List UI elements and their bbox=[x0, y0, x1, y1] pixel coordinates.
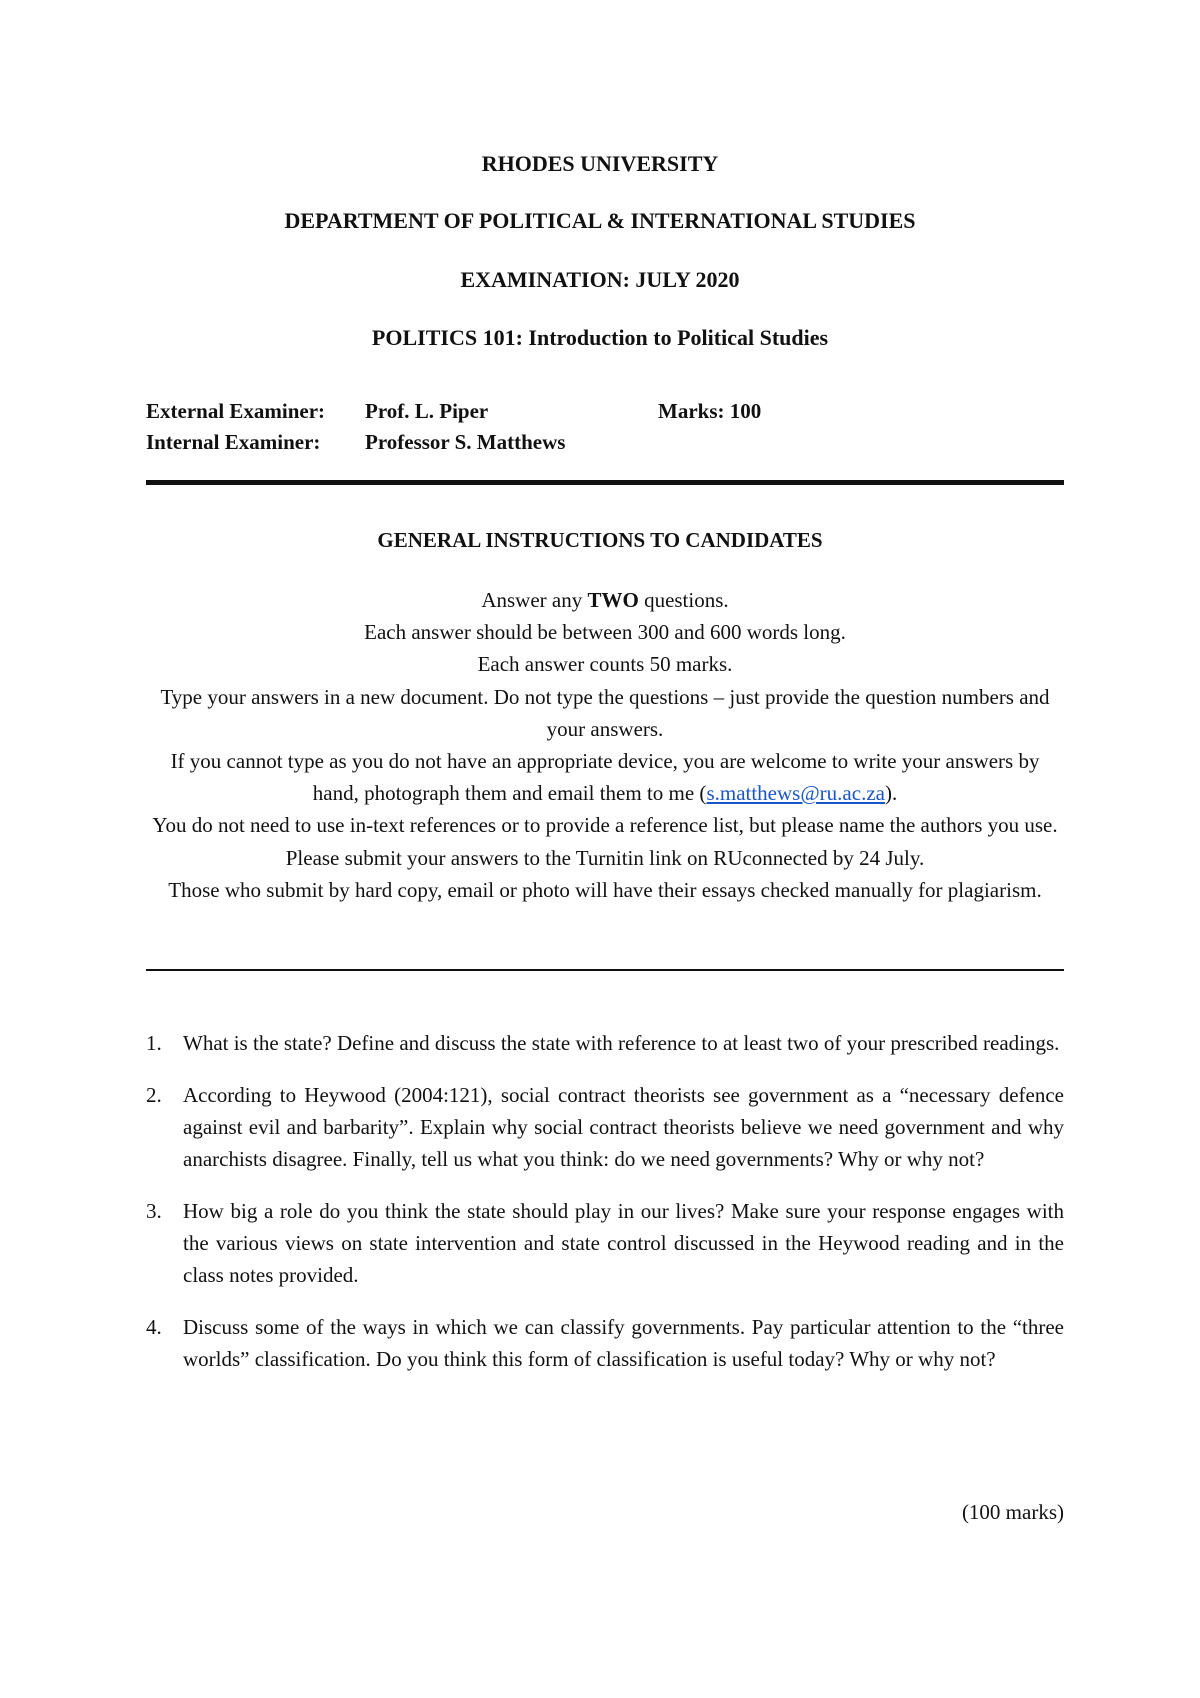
question-item bbox=[146, 1079, 1064, 1175]
exam-info bbox=[146, 396, 1066, 458]
instruction-line bbox=[146, 584, 1064, 616]
instruction-line: Each answer should be between 300 and 600 words long. bbox=[364, 620, 846, 645]
instructions-title: GENERAL INSTRUCTIONS TO CANDIDATES bbox=[377, 528, 823, 552]
external-examiner-name: Prof. L. Piper bbox=[365, 399, 489, 423]
question-number: 4. bbox=[146, 1315, 162, 1339]
instructions-divider bbox=[146, 969, 1064, 971]
department-title: DEPARTMENT OF POLITICAL & INTERNATIONAL STUDIES bbox=[284, 208, 916, 233]
instruction-emphasis: TWO bbox=[587, 588, 639, 612]
internal-examiner-label: Internal Examiner: bbox=[146, 430, 321, 454]
question-item bbox=[146, 1195, 1064, 1291]
instruction-text: ). bbox=[884, 781, 898, 806]
instruction-line: You do not need to use in-text references or to provide a reference list, but please name the authors you use. bbox=[152, 813, 1058, 838]
instructions-block bbox=[146, 584, 1064, 906]
questions-list bbox=[146, 1027, 1064, 1395]
examination-title: EXAMINATION: JULY 2020 bbox=[460, 267, 740, 292]
instruction-line: Those who submit by hard copy, email or photo will have their essays checked manually for plagiarism. bbox=[168, 877, 1042, 902]
question-text: How big a role do you think the state should play in our lives? Make sure your response engages with the various views on state intervention and state control discussed in the Heywood reading and in the class notes provided. bbox=[183, 1199, 1064, 1287]
external-examiner-label: External Examiner: bbox=[146, 399, 326, 423]
internal-examiner-name: Professor S. Matthews bbox=[365, 430, 566, 454]
header-divider bbox=[146, 480, 1064, 485]
university-title: RHODES UNIVERSITY bbox=[481, 151, 719, 176]
internal-examiner-row bbox=[146, 427, 1066, 458]
marks-total: Marks: 100 bbox=[658, 399, 762, 423]
instruction-line bbox=[146, 745, 1064, 809]
instruction-line: Each answer counts 50 marks. bbox=[477, 652, 733, 677]
instruction-line: Please submit your answers to the Turnitin link on RUconnected by 24 July. bbox=[285, 845, 925, 870]
question-number: 3. bbox=[146, 1199, 162, 1223]
instruction-text: Answer any bbox=[481, 588, 588, 612]
instruction-text: If you cannot type as you do not have an appropriate device, you are welcome to write your answers by hand, photograph them and email them to me ( bbox=[170, 749, 1040, 806]
total-marks: (100 marks) bbox=[961, 1500, 1064, 1524]
question-item bbox=[146, 1311, 1064, 1375]
question-text: According to Heywood (2004:121), social contract theorists see government as a “necessary defence against evil and barbarity”. Explain why social contract theorists believe we need government and why anarchists disagree. Finally, tell us what you think: do we need governments? Why or why not? bbox=[183, 1083, 1064, 1171]
question-number: 2. bbox=[146, 1083, 162, 1107]
instruction-line: Type your answers in a new document. Do not type the questions – just provide the question numbers and your answers. bbox=[160, 684, 1050, 741]
course-title: POLITICS 101: Introduction to Political Studies bbox=[371, 325, 829, 350]
external-examiner-row bbox=[146, 396, 1066, 427]
question-text: What is the state? Define and discuss the state with reference to at least two of your prescribed readings. bbox=[183, 1031, 1060, 1055]
question-text: Discuss some of the ways in which we can classify governments. Pay particular attention to the “three worlds” classification. Do you think this form of classification is useful today? Why or why not? bbox=[183, 1315, 1064, 1371]
question-item bbox=[146, 1027, 1064, 1059]
question-number: 1. bbox=[146, 1031, 162, 1055]
email-link[interactable]: s.matthews@ru.ac.za bbox=[706, 781, 885, 806]
instruction-text: questions. bbox=[638, 588, 729, 612]
